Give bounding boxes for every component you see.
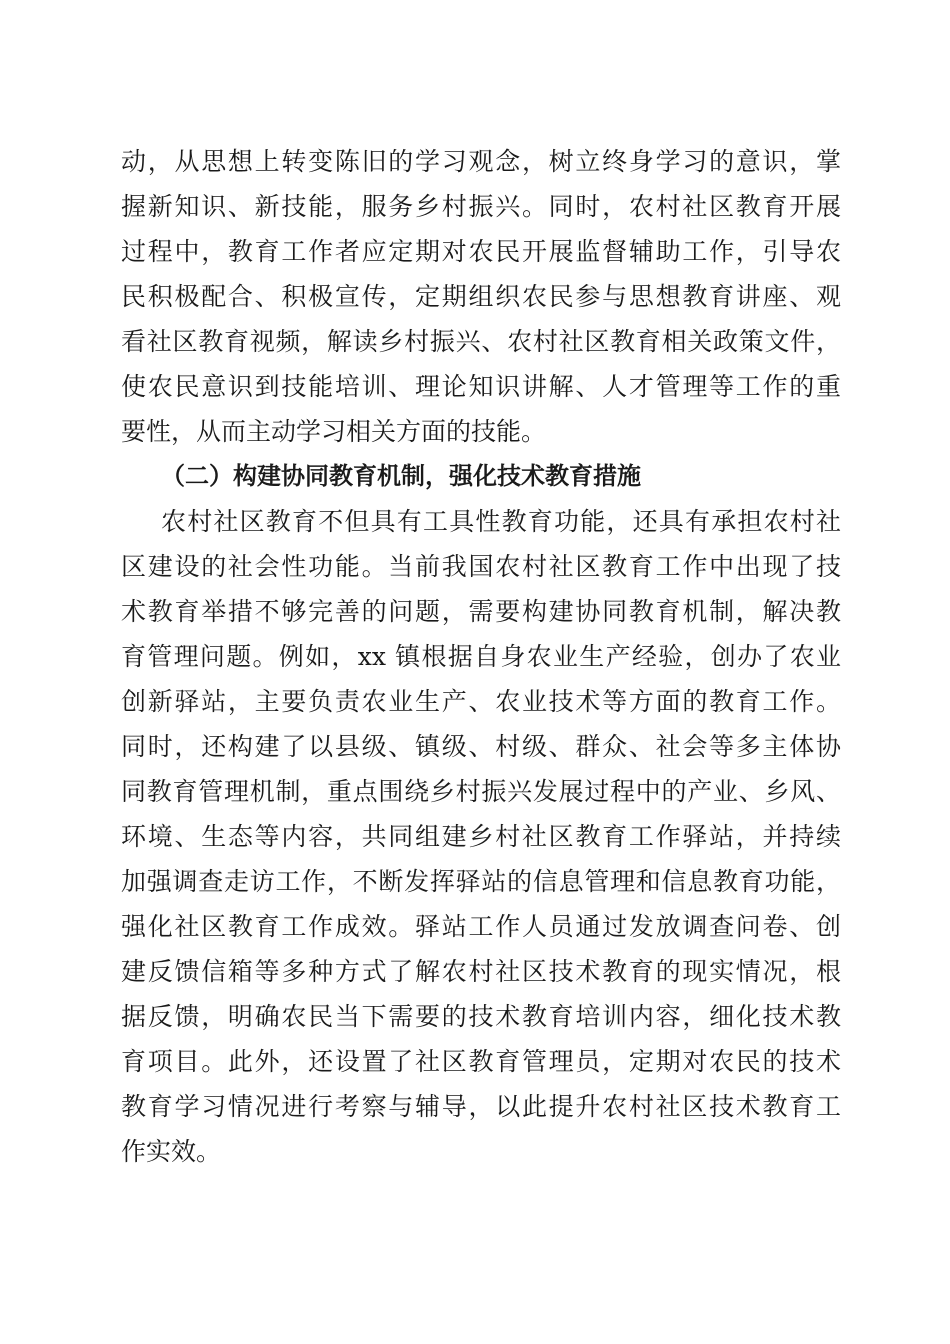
paragraph-1-line-1: 动，从思想上转变陈旧的学习观念，树立终身学习的意识，掌 bbox=[121, 147, 841, 176]
paragraph-2-line-15: 作实效。 bbox=[121, 1137, 222, 1166]
section-heading: （二）构建协同教育机制，强化技术教育措施 bbox=[161, 462, 641, 490]
paragraph-2-line-11: 建反馈信箱等多种方式了解农村社区技术教育的现实情况，根 bbox=[121, 957, 841, 986]
paragraph-2-line-7: 同教育管理机制，重点围绕乡村振兴发展过程中的产业、乡风、 bbox=[121, 777, 841, 806]
paragraph-2-line-9: 加强调查走访工作，不断发挥驿站的信息管理和信息教育功能， bbox=[121, 867, 841, 896]
paragraph-2-line-4: 育管理问题。例如，xx 镇根据自身农业生产经验，创办了农业 bbox=[121, 642, 841, 671]
paragraph-2-line-13: 育项目。此外，还设置了社区教育管理员，定期对农民的技术 bbox=[121, 1047, 841, 1076]
paragraph-2-line-12: 据反馈，明确农民当下需要的技术教育培训内容，细化技术教 bbox=[121, 1002, 841, 1031]
paragraph-1-line-6: 使农民意识到技能培训、理论知识讲解、人才管理等工作的重 bbox=[121, 372, 841, 401]
paragraph-1-line-3: 过程中，教育工作者应定期对农民开展监督辅助工作，引导农 bbox=[121, 237, 841, 266]
paragraph-2-line-8: 环境、生态等内容，共同组建乡村社区教育工作驿站，并持续 bbox=[121, 822, 841, 851]
paragraph-1-line-7: 要性，从而主动学习相关方面的技能。 bbox=[121, 417, 547, 446]
paragraph-2-line-1: 农村社区教育不但具有工具性教育功能，还具有承担农村社 bbox=[161, 507, 841, 536]
paragraph-2-line-3: 术教育举措不够完善的问题，需要构建协同教育机制，解决教 bbox=[121, 597, 841, 626]
paragraph-2-line-14: 教育学习情况进行考察与辅导，以此提升农村社区技术教育工 bbox=[121, 1092, 841, 1121]
paragraph-2-line-5: 创新驿站，主要负责农业生产、农业技术等方面的教育工作。 bbox=[121, 687, 841, 716]
paragraph-1-line-2: 握新知识、新技能，服务乡村振兴。同时，农村社区教育开展 bbox=[121, 192, 841, 221]
paragraph-2-line-10: 强化社区教育工作成效。驿站工作人员通过发放调查问卷、创 bbox=[121, 912, 841, 941]
paragraph-2-line-6: 同时，还构建了以县级、镇级、村级、群众、社会等多主体协 bbox=[121, 732, 841, 761]
paragraph-1-line-5: 看社区教育视频，解读乡村振兴、农村社区教育相关政策文件， bbox=[121, 327, 841, 356]
paragraph-2-line-2: 区建设的社会性功能。当前我国农村社区教育工作中出现了技 bbox=[121, 552, 841, 581]
paragraph-1-line-4: 民积极配合、积极宣传，定期组织农民参与思想教育讲座、观 bbox=[121, 282, 841, 311]
